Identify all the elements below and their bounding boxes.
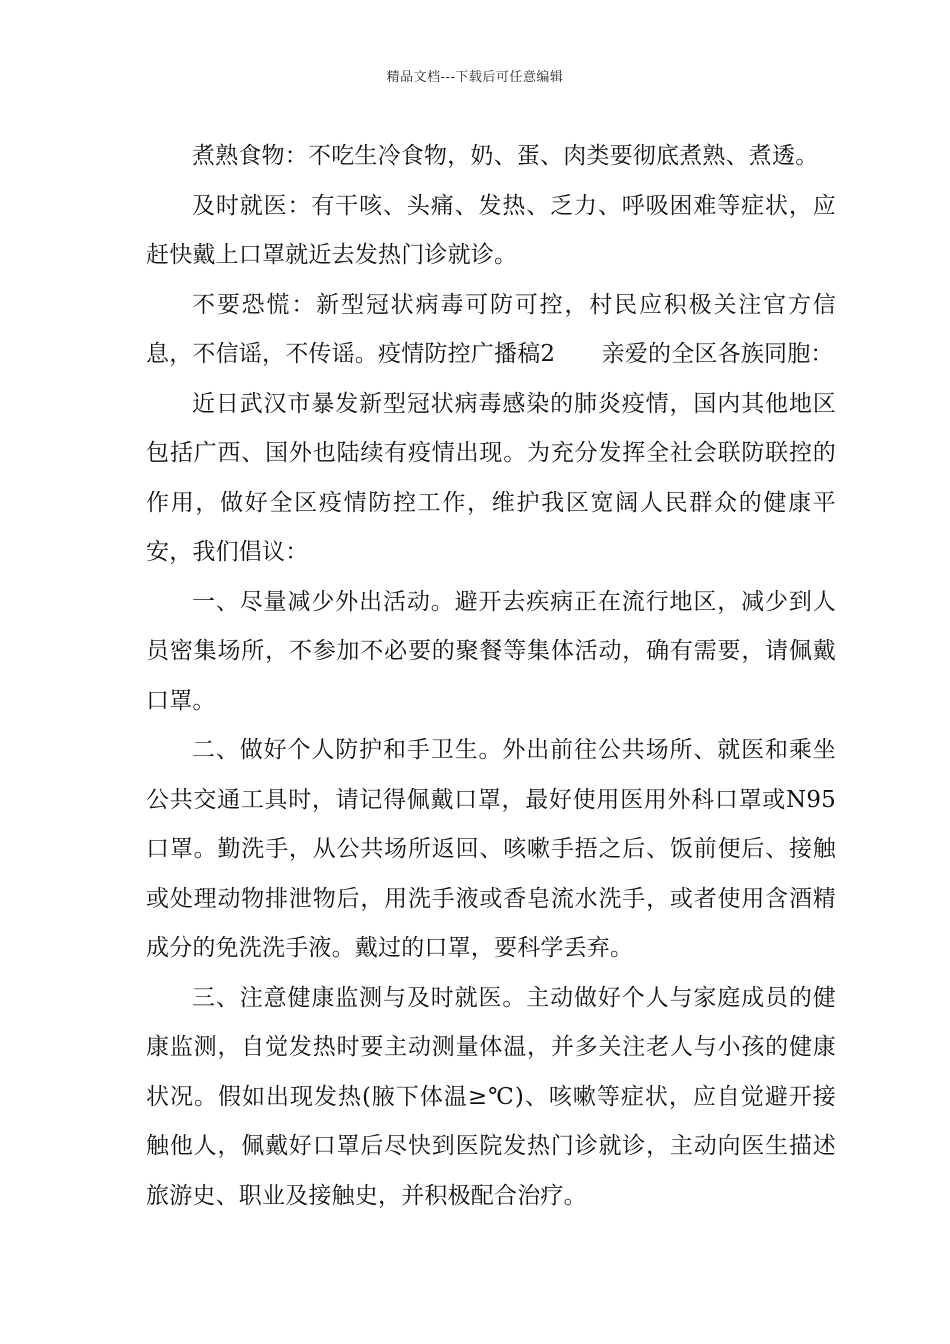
document-body — [146, 132, 836, 1221]
paragraph-item-three: 三、注意健康监测与及时就医。主动做好个人与家庭成员的健康监测，自觉发热时要主动测量体温，并多关注老人与小孩的健康状况。假如出现发热(腋下体温≥℃)、咳嗽等症状，应自觉避开接触他人，佩戴好口罩后尽快到医院发热门诊就诊，主动向医生描述旅游史、职业及接触史，并积极配合治疗。 — [146, 984, 836, 1209]
paragraph-item-two: 二、做好个人防护和手卫生。外出前往公共场所、就医和乘坐公共交通工具时，请记得佩戴口罩，最好使用医用外科口罩或N95口罩。勤洗手，从公共场所返回、咳嗽手捂之后、饭前便后、接触或处理动物排泄物后，用洗手液或香皂流水洗手，或者使用含酒精成分的免洗洗手液。戴过的口罩，要科学丢弃。 — [146, 737, 836, 961]
page-header: 精品文档---下载后可任意编辑 — [386, 70, 564, 85]
paragraph-no-panic: 不要恐慌：新型冠状病毒可防可控，村民应积极关注官方信息，不信谣，不传谣。疫情防控广播稿2 亲爱的全区各族同胞： — [146, 291, 836, 367]
paragraph-outbreak-intro: 近日武汉市暴发新型冠状病毒感染的肺炎疫情，国内其他地区包括广西、国外也陆续有疫情出现。为充分发挥全社会联防联控的作用，做好全区疫情防控工作，维护我区宽阔人民群众的健康平安，我们倡议： — [146, 390, 836, 565]
paragraph-cook-food: 煮熟食物：不吃生冷食物，奶、蛋、肉类要彻底煮熟、煮透。 — [192, 143, 819, 169]
paragraph-item-one: 一、尽量减少外出活动。避开去疾病正在流行地区，减少到人员密集场所，不参加不必要的聚餐等集体活动，确有需要，请佩戴口罩。 — [146, 588, 836, 714]
paragraph-seek-medical: 及时就医：有干咳、头痛、发热、乏力、呼吸困难等症状，应赶快戴上口罩就近去发热门诊就诊。 — [146, 192, 836, 268]
